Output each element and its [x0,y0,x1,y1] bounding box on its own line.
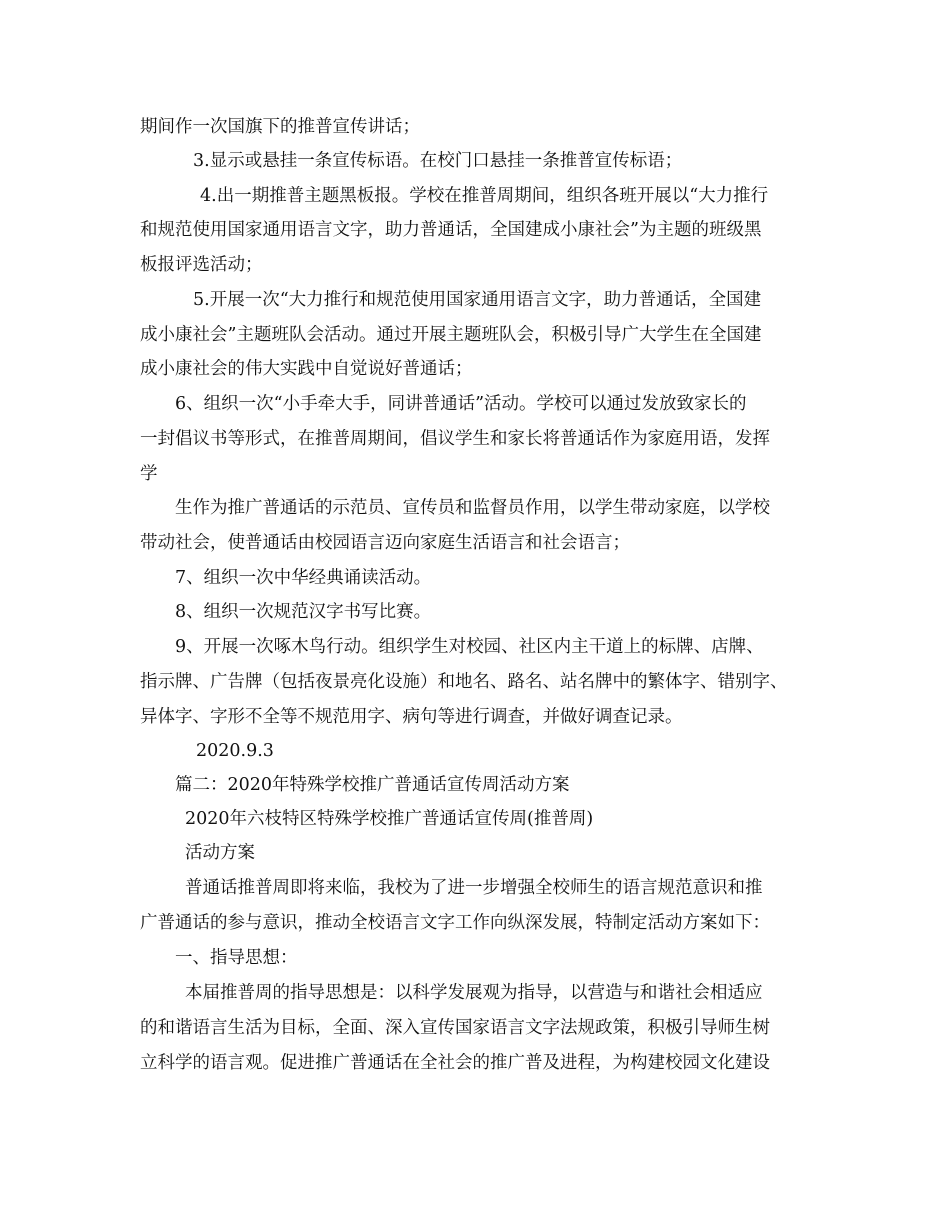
plan-subtitle: 活动方案 [185,843,255,863]
text-line: 本届推普周的指导思想是：以科学发展观为指导，以营造与和谐社会相适应 [185,983,763,1003]
text-line: 成小康社会的伟大实践中自觉说好普通话； [140,359,473,379]
text-line: 成小康社会”主题班队会活动。通过开展主题班队会，积极引导广大学生在全国建 [140,325,762,345]
text-line: 广普通话的参与意识，推动全校语言文字工作向纵深发展，特制定活动方案如下： [140,913,770,933]
text-line: 学 [140,464,158,484]
text-line: 4.出一期推普主题黑板报。学校在推普周期间，组织各班开展以“大力推行 [200,186,769,206]
section-heading: 篇二：2020年特殊学校推广普通话宣传周活动方案 [175,775,570,795]
text-line: 指示牌、广告牌（包括夜景亮化设施）和地名、路名、站名牌中的繁体字、错别字、 [140,672,788,692]
text-line: 普通话推普周即将来临，我校为了进一步增强全校师生的语言规范意识和推 [185,878,763,898]
text-line: 8、组织一次规范汉字书写比赛。 [175,602,432,622]
text-line: 立科学的语言观。促进推广普通话在全社会的推广普及进程，为构建校园文化建设 [140,1053,770,1073]
subheading: 一、指导思想： [175,948,298,968]
date-line: 2020.9.3 [196,741,274,761]
text-line: 7、组织一次中华经典诵读活动。 [175,568,432,588]
text-line: 带动社会，使普通话由校园语言迈向家庭生活语言和社会语言； [140,533,630,553]
text-line: 3.显示或悬挂一条宣传标语。在校门口悬挂一条推普宣传标语； [193,151,683,171]
text-line: 生作为推广普通话的示范员、宣传员和监督员作用，以学生带动家庭，以学校 [175,498,770,518]
text-line: 期间作一次国旗下的推普宣传讲话； [140,117,420,137]
text-line: 一封倡议书等形式，在推普周期间，倡议学生和家长将普通话作为家庭用语，发挥 [140,429,770,449]
text-line: 和规范使用国家通用语言文字，助力普通话，全国建成小康社会”为主题的班级黑 [140,220,762,240]
text-line: 5.开展一次“大力推行和规范使用国家通用语言文字，助力普通话，全国建 [193,290,762,310]
plan-title: 2020年六枝特区特殊学校推广普通话宣传周(推普周) [185,809,594,829]
text-line: 异体字、字形不全等不规范用字、病句等进行调查，并做好调查记录。 [140,707,683,727]
text-line: 6、组织一次“小手牵大手，同讲普通话”活动。学校可以通过发放致家长的 [175,394,747,414]
text-line: 的和谐语言生活为目标，全面、深入宣传国家语言文字法规政策，积极引导师生树 [140,1018,770,1038]
text-line: 板报评选活动； [140,255,263,275]
text-line: 9、开展一次啄木鸟行动。组织学生对校园、社区内主干道上的标牌、店牌、 [175,637,764,657]
